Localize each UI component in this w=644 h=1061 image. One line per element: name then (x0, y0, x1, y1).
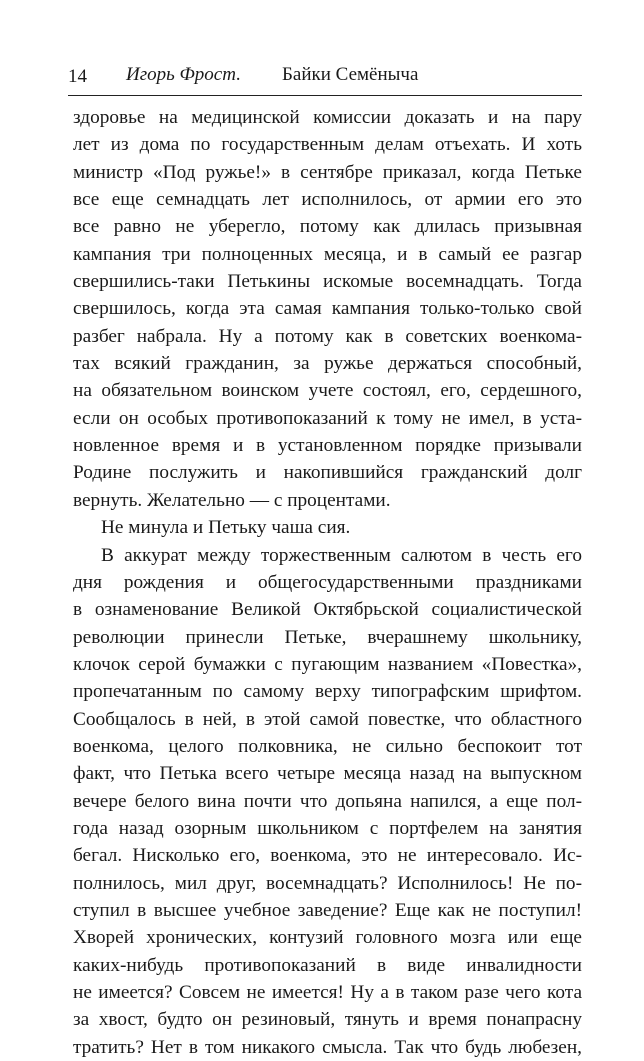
text-line: здоровье на медицинской комиссии доказать и на пару (73, 107, 582, 128)
text-line: вернуть. Желательно — с процентами. (73, 489, 391, 511)
header-rule (68, 95, 582, 96)
text-line: вечере белого вина почти что допьяна напился, а еще пол- (73, 790, 582, 812)
text-line: на обязательном воинском учете состоял, его, сердешного, (73, 380, 582, 402)
text-line: свершилось, когда эта самая кампания только-только свой (73, 298, 582, 320)
text-line: каких-нибудь противопоказаний в виде инвалидности (73, 954, 582, 976)
text-line: тах всякий гражданин, за ружье держаться способный, (73, 353, 582, 375)
author-name: Игорь Фрост. (126, 64, 241, 85)
text-line: пропечатанным по самому верху типографским шрифтом. (73, 681, 582, 703)
paragraph-start: Не минула и Петьку чаша сия. (101, 517, 351, 539)
running-header (68, 62, 582, 88)
text-line: лет из дома по государственным делам отъехать. И хоть (73, 134, 582, 156)
text-line: не имеется? Совсем не имеется! Ну а в таком разе чего кота (73, 982, 582, 1003)
text-line: все равно не уберегло, потому как длилась призывная (73, 216, 582, 238)
text-line: клочок серой бумажки с пугающим названием «Повестка», (73, 653, 582, 675)
text-line: кампания три полноценных месяца, и в самый ее разгар (73, 243, 582, 265)
book-title: Байки Семёныча (282, 64, 419, 85)
text-line: ступил в высшее учебное заведение? Еще как не поступил! (73, 899, 582, 921)
text-line: за хвост, будто он резиновый, тянуть и время понапрасну (73, 1009, 582, 1031)
text-line: разбег набрала. Ну а потому как в советских военкома- (73, 325, 582, 347)
text-line: дня рождения и общегосударственными праздниками (73, 571, 582, 593)
text-line: полнилось, мил друг, восемнадцать? Исполнилось! Не по- (73, 872, 582, 894)
text-line: если он особых противопоказаний к тому не имел, в уста- (73, 407, 582, 429)
text-line: Сообщалось в ней, в этой самой повестке, что областного (73, 708, 582, 730)
text-line: бегал. Нисколько его, военкома, это не интересовало. Ис- (73, 845, 582, 867)
text-line: факт, что Петька всего четыре месяца назад на выпускном (73, 763, 582, 785)
paragraph-start: В аккурат между торжественным салютом в честь его (101, 544, 582, 566)
text-line: года назад озорным школьником с портфелем на занятия (73, 817, 582, 839)
text-line: военкома, целого полковника, не сильно беспокоит тот (73, 735, 582, 757)
text-line: Родине послужить и накопившийся гражданский долг (73, 462, 582, 484)
text-line: революции принесли Петьке, вчерашнему школьнику, (73, 626, 582, 648)
text-line: министр «Под ружье!» в сентябре приказал, когда Петьке (73, 161, 582, 183)
page-number: 14 (68, 66, 87, 87)
text-line: Хворей хронических, контузий головного мозга или еще (73, 927, 582, 949)
text-line: тратить? Нет в том никакого смысла. Так что будь любезен, (73, 1036, 582, 1058)
body-text (73, 104, 582, 1061)
text-line: в ознаменование Великой Октябрьской социалистической (73, 599, 582, 621)
text-line: свершились-таки Петькины искомые восемнадцать. Тогда (73, 271, 582, 293)
text-line: новленное время и в установленном порядке призывали (73, 435, 582, 457)
text-line: все еще семнадцать лет исполнилось, от армии его это (73, 189, 582, 211)
